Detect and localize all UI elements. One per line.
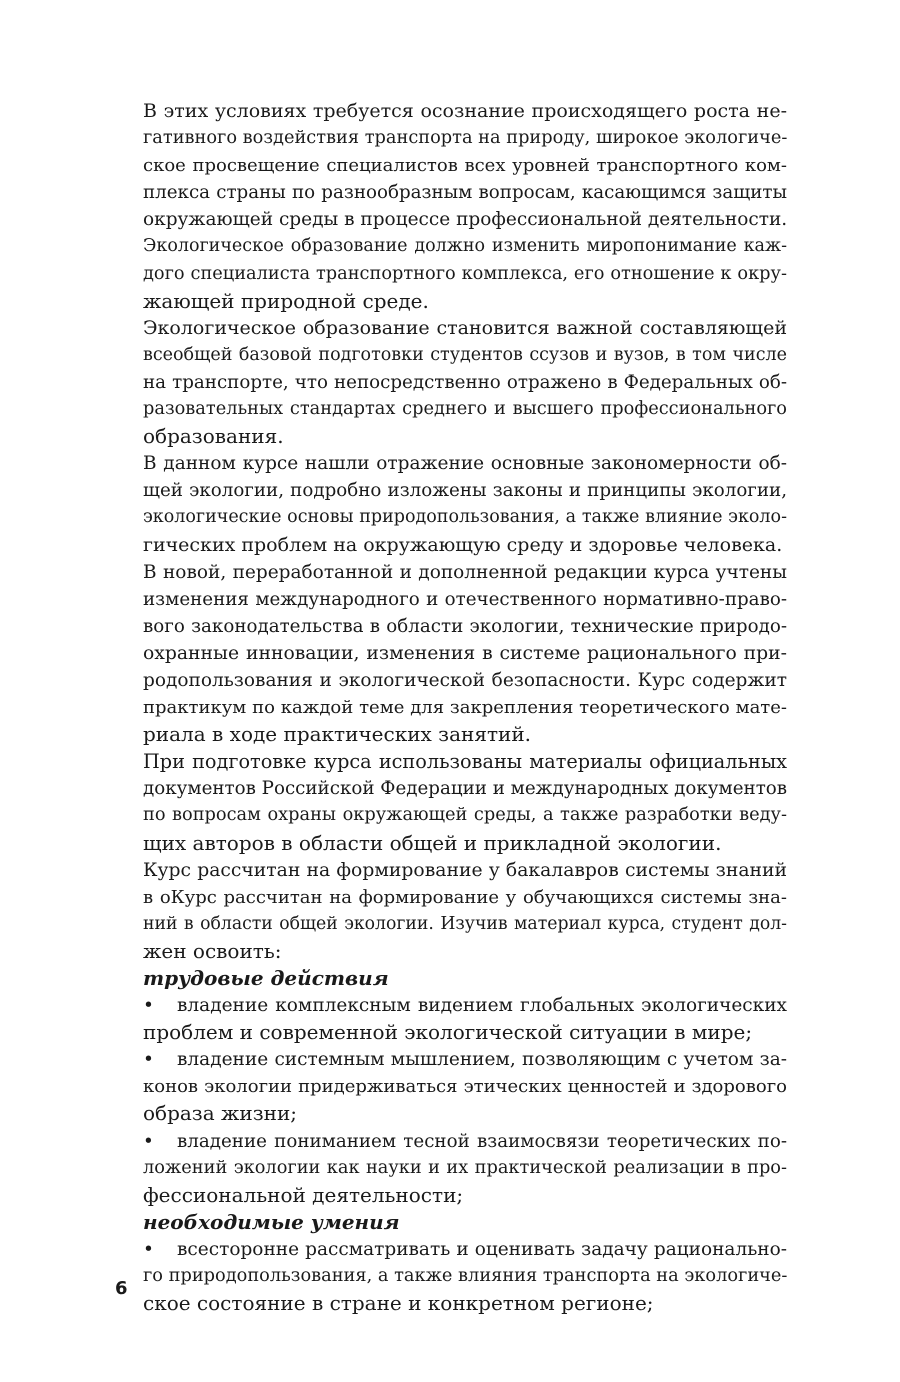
text-line: окружающей среды в процессе профессиональной деятельности. (143, 209, 788, 231)
text-line: В этих условиях требуется осознание происходящего роста не- (143, 100, 787, 122)
text-line (115, 992, 787, 1019)
bullet-text: всесторонне рассматривать и оценивать задачу рационально- (177, 1238, 787, 1260)
paragraph-5 (115, 748, 787, 856)
text-line: ний в области общей экологии. Изучив материал курса, студент дол- (143, 913, 787, 934)
text-line: практикум по каждой теме для закрепления теоретического мате- (143, 697, 787, 719)
page-number: 6 (115, 1278, 128, 1299)
text-line: го природопользования, а также влияния транспорта на экологиче- (143, 1266, 788, 1287)
text-line: Экологическое образование становится важной составляющей (143, 316, 787, 339)
bullet-item (115, 1236, 787, 1317)
text-line (115, 1236, 787, 1263)
text-line: щей экологии, подробно изложены законы и принципы экологии, (143, 480, 787, 502)
text-line: В новой, переработанной и дополненной редакции курса учтены (143, 561, 787, 583)
text-line: охранные инновации, изменения в системе рационального при- (143, 642, 787, 664)
paragraph-3 (115, 450, 787, 558)
bullet-icon: • (143, 1130, 154, 1152)
text-line: изменения международного и отечественного нормативно-право- (143, 588, 787, 610)
bullet-icon: • (143, 995, 154, 1017)
bullet-icon: • (143, 1049, 154, 1071)
text-line: вого законодательства в области экологии, технические природо- (143, 615, 787, 637)
bullet-text: владение комплексным видением глобальных экологических (177, 995, 787, 1017)
bullet-item (115, 1046, 787, 1127)
text-line: Экологическое образование должно изменить миропонимание каж- (143, 236, 787, 257)
text-line: в оКурс рассчитан на формирование у обучающихся системы зна- (143, 886, 787, 908)
text-line: В данном курсе нашли отражение основные закономерности об- (143, 453, 787, 475)
text-line: гических проблем на окружающую среду и здоровье человека. (143, 533, 783, 556)
text-line: ское просвещение специалистов всех уровней транспортного ком- (143, 155, 787, 177)
text-line: ложений экологии как науки и их практической реализации в про- (143, 1157, 787, 1178)
text-line: проблем и современной экологической ситуации в мире; (143, 1020, 753, 1045)
text-line: родопользования и экологической безопасности. Курс содержит (143, 669, 787, 691)
text-line: щих авторов в области общей и прикладной экологии. (143, 830, 722, 855)
text-line: гативного воздействия транспорта на природу, широкое экологиче- (143, 128, 788, 149)
text-line: Курс рассчитан на формирование у бакалавров системы знаний (143, 859, 787, 881)
text-line: экологические основы природопользования, а также влияние эколо- (143, 507, 787, 528)
text-line: всеобщей базовой подготовки студентов ссузов и вузов, в том числе (143, 344, 787, 365)
text-line: жающей природной среде. (143, 288, 429, 313)
text-line: образа жизни; (143, 1101, 298, 1126)
text-line: по вопросам охраны окружающей среды, а также разработки веду- (143, 805, 787, 826)
bullet-text: владение системным мышлением, позволяющим с учетом за- (177, 1049, 787, 1071)
paragraph-6 (115, 857, 787, 965)
page-body (115, 98, 787, 1317)
text-line (115, 1046, 787, 1073)
section-heading-required-skills: необходимые умения (143, 1209, 400, 1234)
bullet-icon: • (143, 1238, 154, 1260)
text-line: разовательных стандартах среднего и высшего профессионального (143, 399, 787, 420)
text-line: дого специалиста транспортного комплекса, его отношение к окру- (143, 263, 787, 284)
text-line: документов Российской Федерации и международных документов (143, 778, 788, 800)
text-line: При подготовке курса использованы материалы официальных (143, 750, 787, 774)
paragraph-4 (115, 559, 787, 749)
paragraph-2 (115, 315, 787, 450)
paragraph-1 (115, 98, 787, 315)
bullet-text: владение пониманием тесной взаимосвязи теоретических по- (177, 1130, 787, 1152)
text-line: риала в ходе практических занятий. (143, 722, 532, 747)
text-line: конов экологии придерживаться этических ценностей и здорового (143, 1076, 787, 1098)
text-line: плекса страны по разнообразным вопросам, касающимся защиты (143, 182, 787, 204)
text-line: ское состояние в стране и конкретном регионе; (143, 1291, 654, 1316)
text-line: образования. (143, 424, 284, 449)
text-line: на транспорте, что непосредственно отражено в Федеральных об- (143, 371, 787, 393)
text-line: фессиональной деятельности; (143, 1182, 464, 1207)
section-heading-labor-actions: трудовые действия (143, 966, 389, 990)
text-line: жен освоить: (143, 938, 282, 963)
bullet-item (115, 1128, 787, 1209)
bullet-item (115, 992, 787, 1046)
text-line (115, 1128, 787, 1155)
